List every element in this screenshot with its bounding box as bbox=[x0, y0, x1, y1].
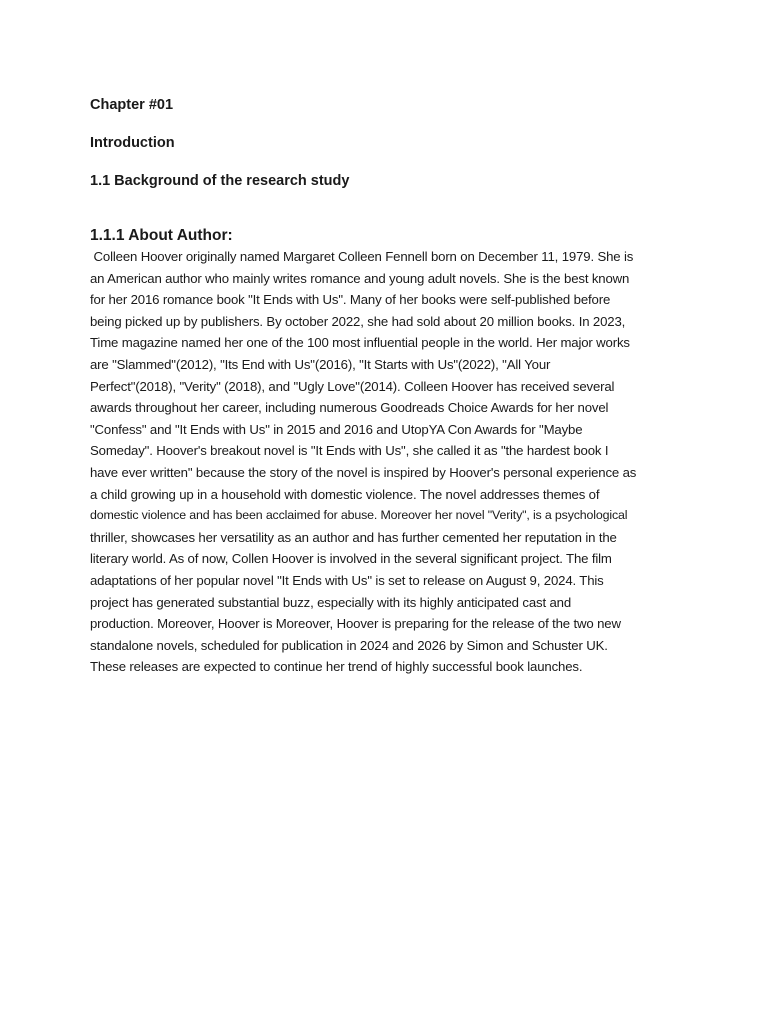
paragraph-line: a child growing up in a household with domestic violence. The novel addresses themes of bbox=[90, 486, 600, 502]
paragraph-line: Someday". Hoover's breakout novel is "It Ends with Us", she called it as "the hardest book I bbox=[90, 443, 609, 459]
paragraph-line: an American author who mainly writes romance and young adult novels. She is the best known bbox=[90, 270, 630, 286]
body-paragraph bbox=[90, 246, 690, 678]
paragraph-line: adaptations of her popular novel "It Ends with Us" is set to release on August 9, 2024. This bbox=[90, 572, 604, 588]
paragraph-line: standalone novels, scheduled for publication in 2024 and 2026 by Simon and Schuster UK. bbox=[90, 637, 608, 653]
paragraph-line: Perfect"(2018), "Verity" (2018), and "Ugly Love"(2014). Colleen Hoover has received several bbox=[90, 378, 615, 394]
paragraph-line: are "Slammed"(2012), "Its End with Us"(2016), "It Starts with Us"(2022), "All Your bbox=[90, 356, 551, 372]
paragraph-line: literary world. As of now, Collen Hoover is involved in the several significant project. The film bbox=[90, 551, 612, 567]
paragraph-line: thriller, showcases her versatility as an author and has further cemented her reputation in the bbox=[90, 529, 617, 545]
paragraph-line: domestic violence and has been acclaimed for abuse. Moreover her novel "Verity", is a psychological bbox=[90, 508, 628, 523]
subsection-heading: 1.1.1 About Author: bbox=[90, 227, 233, 244]
paragraph-line: being picked up by publishers. By october 2022, she had sold about 20 million books. In 2023, bbox=[90, 313, 626, 329]
section-heading: 1.1 Background of the research study bbox=[90, 173, 350, 189]
paragraph-line: awards throughout her career, including numerous Goodreads Choice Awards for her novel bbox=[90, 400, 609, 416]
paragraph-line: production. Moreover, Hoover is Moreover, Hoover is preparing for the release of the two new bbox=[90, 616, 621, 632]
introduction-heading: Introduction bbox=[90, 135, 175, 151]
paragraph-line: project has generated substantial buzz, especially with its highly anticipated cast and bbox=[90, 594, 572, 610]
paragraph-line: These releases are expected to continue her trend of highly successful book launches. bbox=[90, 659, 583, 675]
paragraph-line: for her 2016 romance book "It Ends with Us". Many of her books were self-published before bbox=[90, 292, 611, 308]
paragraph-line: have ever written" because the story of the novel is inspired by Hoover's personal experience as bbox=[90, 464, 637, 480]
chapter-heading: Chapter #01 bbox=[90, 97, 174, 113]
paragraph-line: Time magazine named her one of the 100 most influential people in the world. Her major works bbox=[90, 335, 630, 351]
paragraph-line: "Confess" and "It Ends with Us" in 2015 and 2016 and UtopYA Con Awards for "Maybe bbox=[90, 421, 583, 437]
page-content bbox=[90, 95, 690, 678]
paragraph-line: Colleen Hoover originally named Margaret Colleen Fennell born on December 11, 1979. She is bbox=[90, 249, 634, 264]
